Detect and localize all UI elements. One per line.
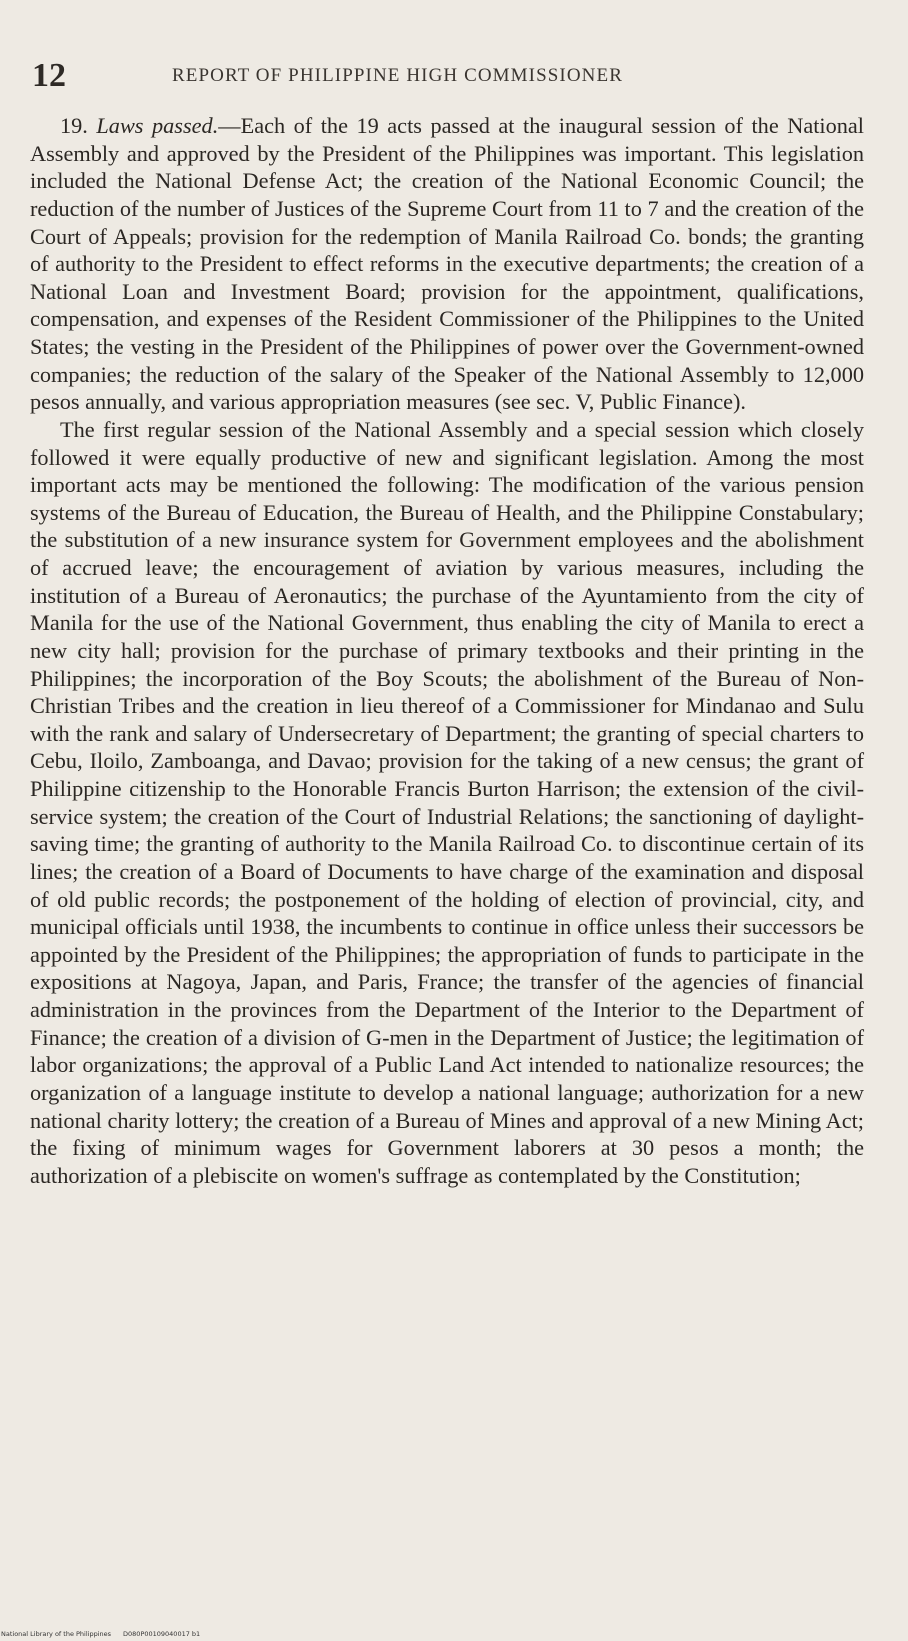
body-text	[30, 112, 864, 1189]
paragraph-text: —Each of the 19 acts passed at the inaugural session of the National Assembly and approved by the President of the Philippines was important. This legislation included the National Defense Act; the creation of the National Economic Council; the reduction of the number of Justices of the Supreme Court from 11 to 7 and the creation of the Court of Appeals; provision for the redemption of Manila Railroad Co. bonds; the granting of authority to the President to effect reforms in the executive departments; the creation of a National Loan and Investment Board; provision for the appointment, qualifications, compensation, and expenses of the Resident Commissioner of the Philippines to the United States; the vesting in the President of the Philippines of power over the Government-owned companies; the reduction of the salary of the Speaker of the National Assembly to 12,000 pesos annually, and various appropriation measures (see sec. V, Public Finance).	[30, 113, 864, 415]
paragraph-number: 19.	[60, 113, 88, 138]
page-header	[32, 56, 862, 96]
section-heading: Laws passed.	[96, 113, 219, 138]
page-footer	[1, 1630, 200, 1638]
page-number: 12	[32, 57, 66, 94]
running-head: REPORT OF PHILIPPINE HIGH COMMISSIONER	[172, 65, 623, 86]
footer-identifier: D080P00109040017 b1	[123, 1630, 201, 1638]
paragraph-laws-passed	[30, 112, 864, 416]
footer-source: National Library of the Philippines	[1, 1630, 112, 1638]
paragraph-first-regular-session: The first regular session of the National Assembly and a special session which closely followed it were equally productive of new and significant legislation. Among the most important acts may be mentioned the following: The modification of the various pension systems of the Bureau of Education, the Bureau of Health, and the Philippine Constabulary; the substitution of a new insurance system for Government employees and the abolishment of accrued leave; the encouragement of aviation by various measures, including the institution of a Bureau of Aeronautics; the purchase of the Ayuntamiento from the city of Manila for the use of the National Government, thus enabling the city of Manila to erect a new city hall; provision for the purchase of primary textbooks and their printing in the Philippines; the incorporation of the Boy Scouts; the abolishment of the Bureau of Non-Christian Tribes and the creation in lieu thereof of a Commissioner for Mindanao and Sulu with the rank and salary of Undersecretary of Department; the granting of special charters to Cebu, Iloilo, Zamboanga, and Davao; provision for the taking of a new census; the grant of Philippine citizenship to the Honorable Francis Burton Harrison; the extension of the civil-service system; the creation of the Court of Industrial Relations; the sanctioning of daylight-saving time; the granting of authority to the Manila Railroad Co. to discontinue certain of its lines; the creation of a Board of Documents to have charge of the examination and disposal of old public records; the postponement of the holding of election of provincial, city, and municipal officials until 1938, the incumbents to continue in office unless their successors be appointed by the President of the Philippines; the appropriation of funds to participate in the expositions at Nagoya, Japan, and Paris, France; the transfer of the agencies of financial administration in the provinces from the Department of the Interior to the Department of Finance; the creation of a division of G-men in the Department of Justice; the legitimation of labor organizations; the approval of a Public Land Act intended to nationalize resources; the organization of a language institute to develop a national language; authorization for a new national charity lottery; the creation of a Bureau of Mines and approval of a new Mining Act; the fixing of minimum wages for Government laborers at 30 pesos a month; the authorization of a plebiscite on women's suffrage as contemplated by the Constitution;	[30, 416, 864, 1188]
